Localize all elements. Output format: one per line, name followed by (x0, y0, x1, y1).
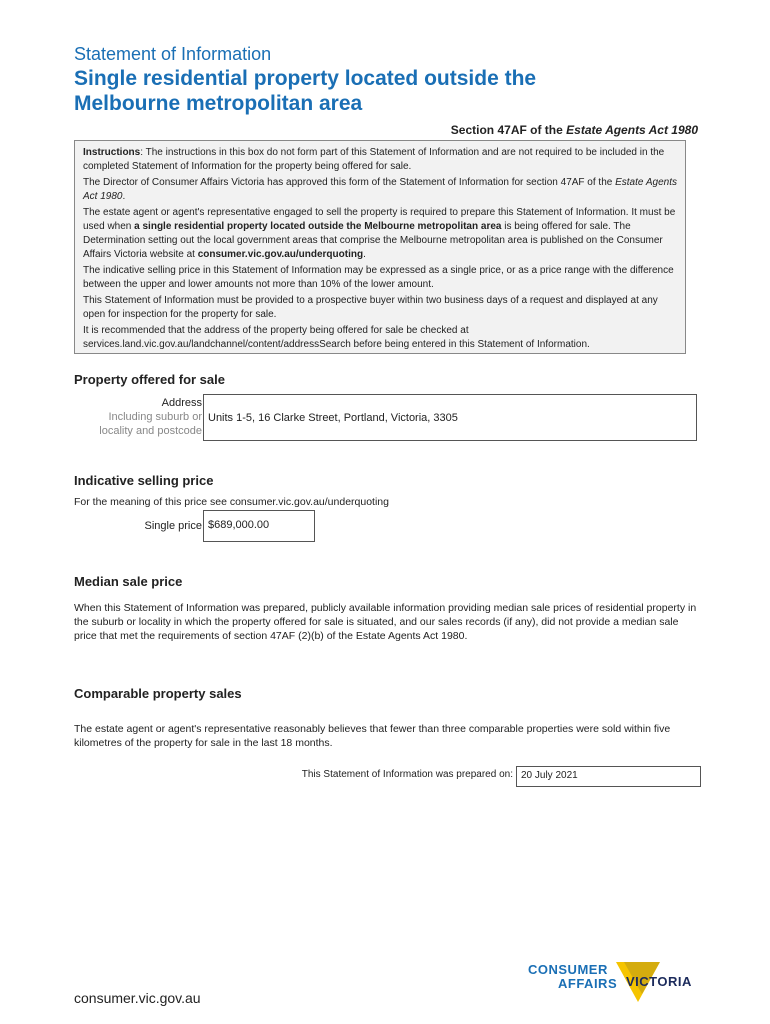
property-heading: Property offered for sale (74, 372, 225, 387)
page-title (74, 66, 714, 116)
address-field[interactable]: Units 1-5, 16 Clarke Street, Portland, Victoria, 3305 (203, 394, 697, 441)
logo-line-2: AFFAIRS (558, 976, 618, 991)
footer-url[interactable]: consumer.vic.gov.au (74, 990, 201, 1006)
price-meaning: For the meaning of this price see consumer.vic.gov.au/underquoting (74, 496, 389, 508)
address-hint-2: locality and postcode (99, 425, 202, 437)
instructions-para-4: The indicative selling price in this Statement of Information may be expressed as a single price, or as a price range with the difference between the upper and lower amounts not more than 10% of the lower amount. (83, 265, 674, 290)
title-line-1: Single residential property located outside the (74, 67, 537, 90)
price-heading: Indicative selling price (74, 473, 214, 488)
instructions-box (74, 140, 686, 354)
consumer-affairs-victoria-logo (528, 958, 703, 1008)
logo-line-1: CONSUMER (528, 962, 608, 977)
prepared-on-field[interactable]: 20 July 2021 (516, 766, 701, 787)
title-line-2: Melbourne metropolitan area (74, 92, 363, 115)
median-text: When this Statement of Information was prepared, publicly available information providing median sale prices of residential property in the suburb or locality in which the property offered for sale is situated, and our sales records (if any), did not provide a median sale price that met the requirements of section 47AF (2)(b) of the Estate Agents Act 1980. (74, 602, 697, 642)
instructions-para-6: It is recommended that the address of the property being offered for sale be checked at services.land.vic.gov.au/landchannel/content/addressSearch before being entered in this Statement of Information. (83, 325, 590, 350)
logo-line-3: VICTORIA (626, 974, 692, 989)
prepared-on-label: This Statement of Information was prepared on: (301, 769, 513, 780)
document-type: Statement of Information (74, 44, 272, 64)
single-price-field[interactable]: $689,000.00 (203, 510, 315, 542)
comparable-text: The estate agent or agent's representative reasonably believes that fewer than three comparable properties were sold within five kilometres of the property for sale in the last 18 months. (74, 723, 671, 749)
address-label: Address (161, 397, 202, 409)
address-label-group (74, 396, 202, 438)
section-reference: Section 47AF of the Estate Agents Act 1980 (450, 123, 698, 137)
comparable-heading: Comparable property sales (74, 686, 242, 701)
instructions-para-3: The estate agent or agent's representative engaged to sell the property is required to prepare this Statement of Information. It must be used when a single residential property located outside the Melbourne metropolitan area is being offered for sale. The Determination setting out the local government areas that comprise the Melbourne metropolitan area is published on the Consumer Affairs Victoria website at consumer.vic.gov.au/underquoting. (83, 207, 676, 260)
address-hint-1: Including suburb or (108, 411, 202, 423)
instructions-para-5: This Statement of Information must be provided to a prospective buyer within two business days of a request and displayed at any open for inspection for the property for sale. (83, 295, 658, 320)
instructions-para-2: The Director of Consumer Affairs Victoria has approved this form of the Statement of Information for section 47AF of the Estate Agents Act 1980. (83, 177, 677, 202)
instructions-para-1: Instructions: The instructions in this box do not form part of this Statement of Information and are not required to be included in the completed Statement of Information for the property being offered for sale. (83, 147, 665, 172)
single-price-label: Single price (144, 520, 202, 532)
median-heading: Median sale price (74, 574, 183, 589)
